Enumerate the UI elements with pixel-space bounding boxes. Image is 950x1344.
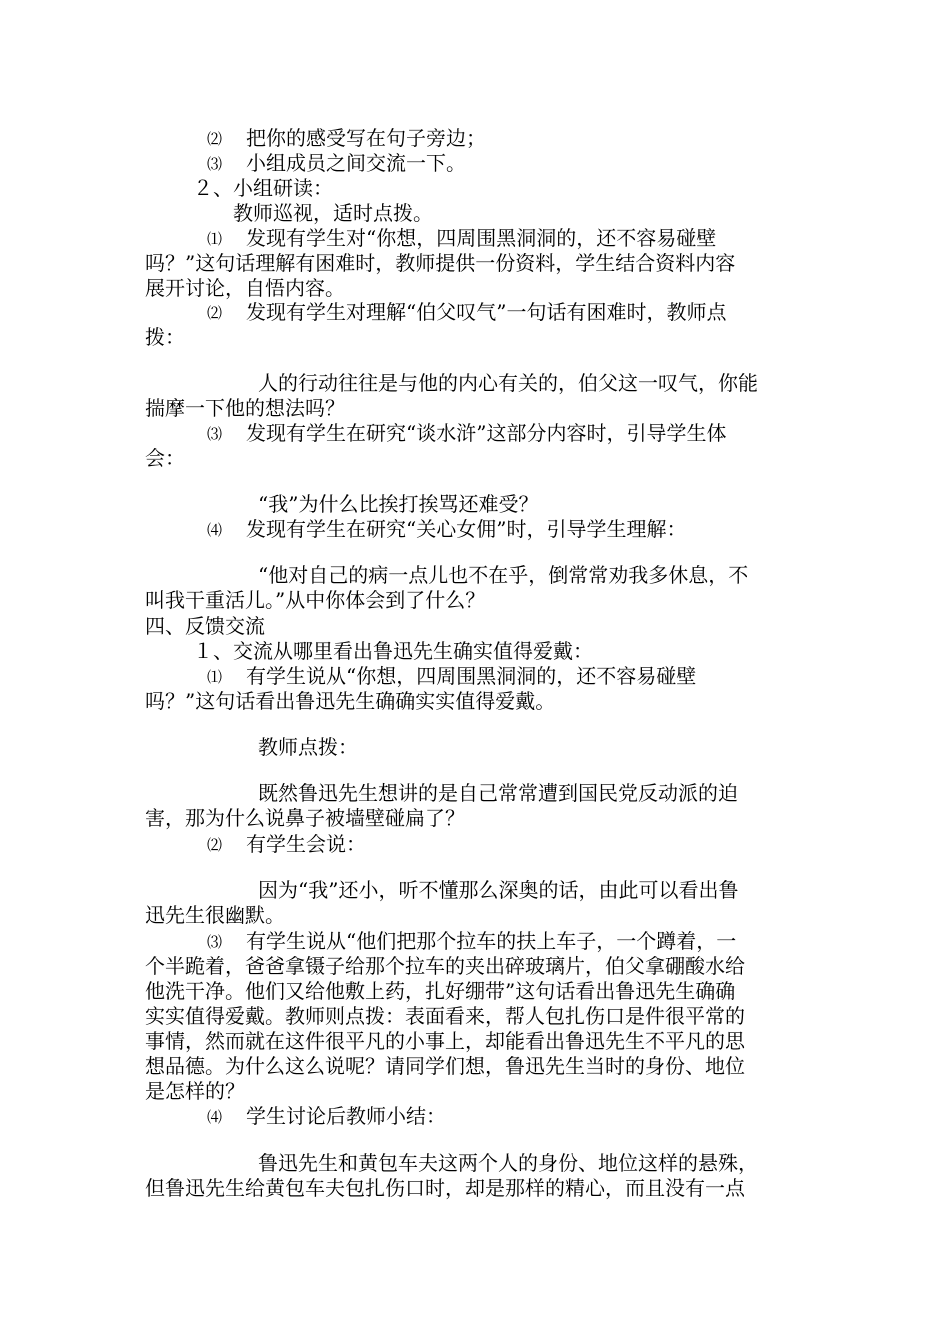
text-line [207, 299, 726, 326]
line-text: “他对自己的病一点儿也不在乎，倒常常劝我多休息，不 [258, 563, 749, 587]
line-text: 发现有学生在研究“谈水浒”这部分内容时，引导学生体 [246, 421, 727, 445]
text-line [207, 516, 686, 543]
line-text: １、交流从哪里看出鲁迅先生确实值得爱戴： [193, 639, 593, 663]
line-text: 人的行动往往是与他的内心有关的，伯父这一叹气，你能 [258, 371, 758, 395]
text-line [145, 445, 185, 471]
text-line [145, 395, 345, 421]
section-heading [193, 175, 333, 201]
line-text: 他洗干净。他们又给他敷上药，扎好绷带”这句话看出鲁迅先生确确 [145, 979, 736, 1003]
text-line [258, 734, 358, 760]
text-line [145, 1028, 745, 1054]
text-line [145, 953, 745, 979]
text-line [145, 324, 185, 350]
text-line [145, 1078, 245, 1104]
text-line [207, 663, 696, 690]
text-line [207, 125, 486, 152]
line-text: 会： [145, 446, 185, 470]
line-text: 发现有学生对“你想，四周围黑洞洞的，还不容易碰壁 [246, 226, 717, 250]
line-text: 发现有学生对理解“伯父叹气”一句话有困难时，教师点 [246, 300, 727, 324]
text-line [145, 587, 485, 613]
line-text: 迅先生很幽默。 [145, 903, 285, 927]
item-number: ⑵ [207, 304, 223, 322]
text-line [207, 420, 726, 447]
item-number: ⑶ [207, 155, 223, 173]
text-line [258, 780, 738, 806]
line-text: 有学生说从“你想，四周围黑洞洞的，还不容易碰壁 [246, 664, 697, 688]
text-line [258, 370, 758, 396]
line-text: 小组成员之间交流一下。 [246, 151, 467, 175]
text-line [145, 1003, 745, 1029]
text-line [145, 688, 555, 714]
item-number: ⑵ [207, 130, 223, 148]
line-text: 吗？”这句话理解有困难时，教师提供一份资料，学生结合资料内容 [145, 251, 736, 275]
text-line [207, 1103, 446, 1130]
line-text: 害，那为什么说鼻子被墙壁碰扁了？ [145, 806, 465, 830]
item-number: ⑴ [207, 668, 223, 686]
item-number: ⑶ [207, 425, 223, 443]
text-line [258, 491, 538, 517]
line-text: 把你的感受写在句子旁边； [246, 126, 487, 150]
line-text: 是怎样的？ [145, 1079, 245, 1103]
line-text: 学生讨论后教师小结： [246, 1104, 447, 1128]
line-text: 个半跪着，爸爸拿镊子给那个拉车的夹出碎玻璃片，伯父拿硼酸水给 [145, 954, 745, 978]
item-number: ⑵ [207, 836, 223, 854]
section-heading [193, 638, 593, 664]
line-text: 展开讨论，自悟内容。 [145, 276, 345, 300]
text-line [145, 275, 345, 301]
text-line [145, 902, 285, 928]
text-line [258, 562, 748, 588]
item-number: ⑴ [207, 230, 223, 248]
text-line [207, 150, 466, 177]
line-text: 想品德。为什么这么说呢？请同学们想，鲁迅先生当时的身份、地位 [145, 1054, 745, 1078]
item-number: ⑷ [207, 1108, 223, 1126]
line-text: 但鲁迅先生给黄包车夫包扎伤口时，却是那样的精心，而且没有一点 [145, 1176, 745, 1200]
line-text: 事情，然而就在这件很平凡的小事上，却能看出鲁迅先生不平凡的思 [145, 1029, 745, 1053]
line-text: 既然鲁迅先生想讲的是自己常常遭到国民党反动派的迫 [258, 781, 738, 805]
item-number: ⑶ [207, 933, 223, 951]
line-text: 揣摩一下他的想法吗？ [145, 396, 345, 420]
line-text: “我”为什么比挨打挨骂还难受？ [258, 492, 539, 516]
text-line [258, 1150, 758, 1176]
text-line [233, 200, 433, 226]
line-text: 有学生会说： [246, 832, 367, 856]
text-line [207, 928, 736, 955]
line-text: 发现有学生在研究“关心女佣”时，引导学生理解： [246, 517, 687, 541]
line-text: 四、反馈交流 [145, 614, 265, 638]
text-line [207, 831, 366, 858]
text-line [145, 1175, 745, 1201]
line-text: 因为“我”还小，听不懂那么深奥的话，由此可以看出鲁 [258, 878, 739, 902]
line-text: 叫我干重活儿。”从中你体会到了什么？ [145, 588, 486, 612]
line-text: 鲁迅先生和黄包车夫这两个人的身份、地位这样的悬殊， [258, 1151, 758, 1175]
text-line [145, 250, 735, 276]
line-text: 教师点拨： [258, 735, 358, 759]
text-line [258, 877, 738, 903]
item-number: ⑷ [207, 521, 223, 539]
text-line [145, 978, 735, 1004]
text-line [207, 225, 716, 252]
line-text: 有学生说从“他们把那个拉车的扶上车子，一个蹲着，一 [246, 929, 737, 953]
line-text: 拨： [145, 325, 185, 349]
line-text: 教师巡视，适时点拨。 [233, 201, 433, 225]
line-text: 吗？”这句话看出鲁迅先生确确实实值得爱戴。 [145, 689, 556, 713]
section-heading [145, 613, 265, 639]
text-line [145, 1053, 745, 1079]
line-text: 实实值得爱戴。教师则点拨：表面看来，帮人包扎伤口是件很平常的 [145, 1004, 745, 1028]
text-line [145, 805, 465, 831]
line-text: ２、小组研读： [193, 176, 333, 200]
